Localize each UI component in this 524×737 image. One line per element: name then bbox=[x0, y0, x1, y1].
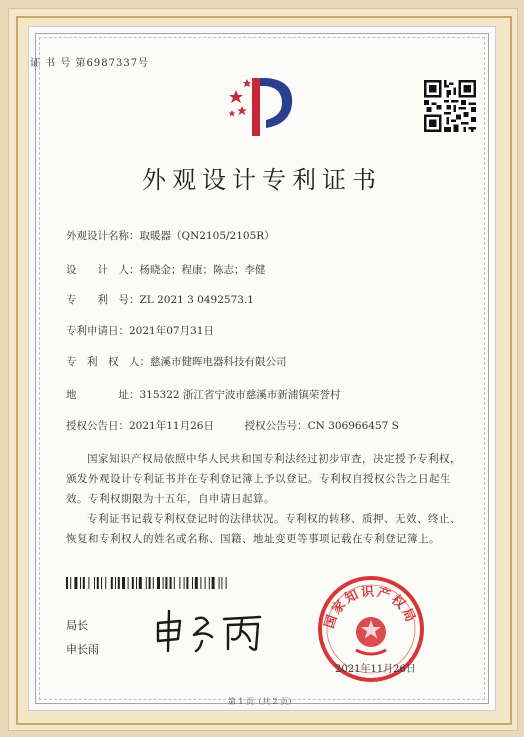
field-application-date bbox=[66, 323, 214, 338]
qr-code-icon bbox=[424, 80, 476, 132]
field-value: 慈溪市健晖电器科技有限公司 bbox=[150, 356, 287, 368]
barcode-icon bbox=[66, 577, 276, 589]
field-label: 专利申请日： bbox=[66, 325, 129, 337]
grant-paragraph: 国家知识产权局依照中华人民共和国专利法经过初步审查，决定授予专利权，颁发外观设计专利证书并在专利登记簿上予以登记。专利权自授权公告之日起生效。专利权期限为十五年，自申请日起算。 bbox=[66, 453, 461, 505]
director-title: 局长 bbox=[66, 619, 88, 632]
seal-date: 2021年11月26日 bbox=[335, 664, 416, 675]
grant-date-label: 授权公告日： bbox=[66, 420, 129, 432]
field-grant bbox=[66, 418, 399, 433]
field-label: 设 计 人： bbox=[66, 264, 140, 276]
field-value: 2021年07月31日 bbox=[129, 325, 214, 337]
legal-status-paragraph: 专利证书记载专利权登记时的法律状况。专利权的转移、质押、无效、终止、恢复和专利权人的姓名或名称、国籍、地址变更等事项记载在专利登记簿上。 bbox=[66, 513, 461, 545]
field-label: 外观设计名称： bbox=[66, 230, 140, 242]
certificate-title: 外观设计专利证书 bbox=[142, 166, 382, 194]
field-label: 地 址： bbox=[66, 389, 140, 401]
field-label: 专 利 权 人： bbox=[66, 356, 150, 368]
seal-text: 国家知识产权局 bbox=[322, 584, 419, 631]
certificate-number: 证 书 号 第6987337号 bbox=[30, 58, 150, 69]
field-address bbox=[66, 387, 340, 402]
grant-pub-value: CN 306966457 S bbox=[307, 420, 399, 432]
patent-office-logo-icon bbox=[222, 70, 302, 140]
grant-date-value: 2021年11月26日 bbox=[129, 420, 214, 432]
field-value: 杨晓金；程康；陈志；李健 bbox=[139, 264, 266, 276]
grant-pub-label: 授权公告号： bbox=[244, 420, 308, 432]
field-patent-number bbox=[66, 292, 254, 307]
field-design-name bbox=[66, 228, 275, 243]
field-label: 专 利 号： bbox=[66, 294, 140, 306]
field-designer bbox=[66, 262, 266, 277]
field-value: 315322 浙江省宁波市慈溪市新浦镇荣誉村 bbox=[139, 389, 341, 401]
field-value: ZL 2021 3 0492573.1 bbox=[139, 294, 254, 306]
field-patentee bbox=[66, 354, 287, 369]
director-name: 申长雨 bbox=[66, 643, 99, 656]
director-signature bbox=[150, 605, 270, 655]
field-value: 取暖器（QN2105/2105R） bbox=[139, 230, 275, 242]
page-number: 第 1 页（共 2 页） bbox=[227, 697, 297, 706]
